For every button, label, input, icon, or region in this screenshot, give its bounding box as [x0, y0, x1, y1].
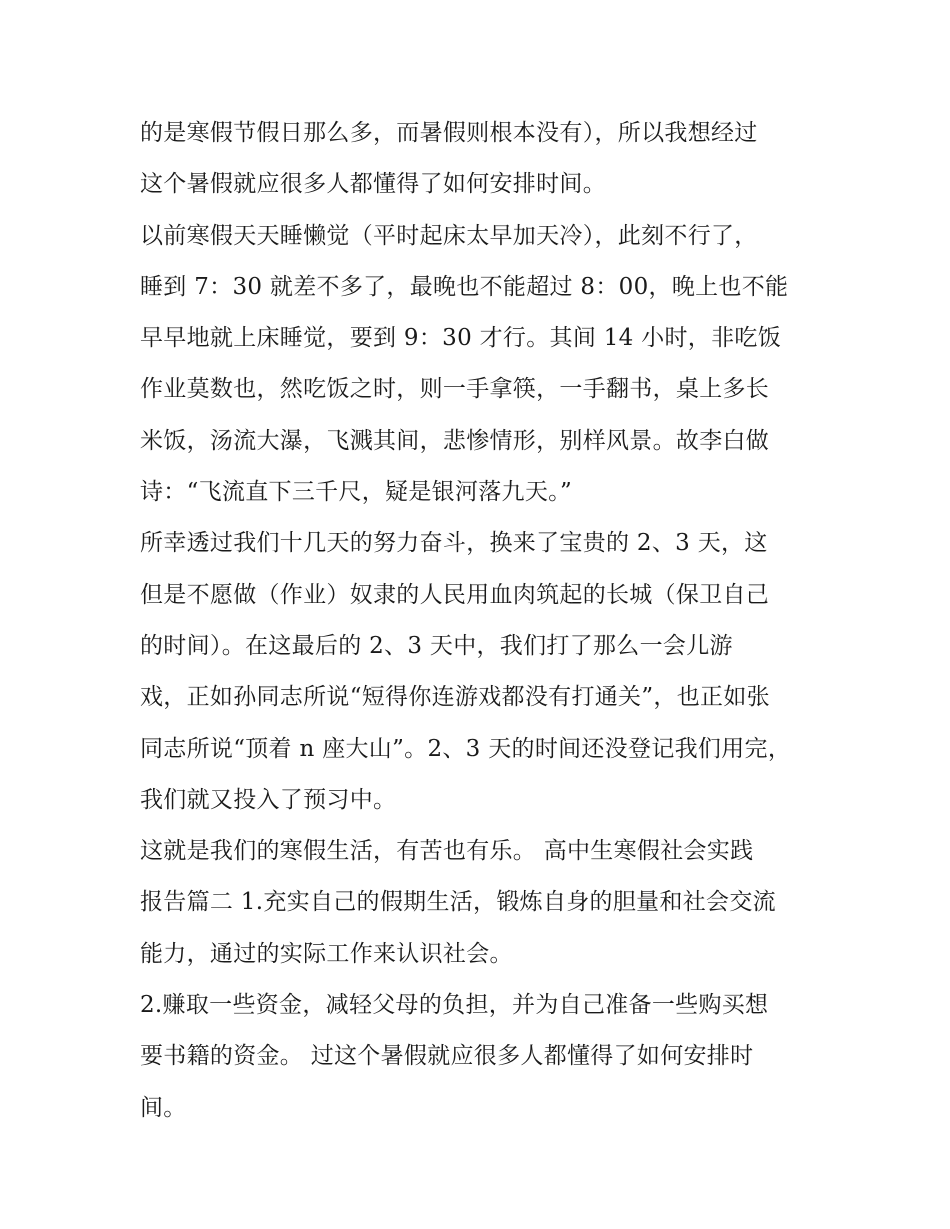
text-line: 以前寒假天天睡懒觉（平时起床太早加天冷），此刻不行了，	[140, 222, 758, 249]
text-line: 间。	[140, 1094, 187, 1121]
text-line: 诗：“飞流直下三千尺，疑是银河落九天。”	[140, 479, 573, 506]
text-line: 报告篇二 1.充实自己的假期生活，锻炼自身的胆量和社会交流	[140, 889, 776, 916]
body-text	[140, 108, 820, 1134]
text-line: 作业莫数也，然吃饭之时，则一手拿筷，一手翻书，桌上多长	[140, 376, 770, 403]
text-line: 这就是我们的寒假生活，有苦也有乐。 高中生寒假社会实践	[140, 838, 754, 865]
text-line: 我们就又投入了预习中。	[140, 786, 397, 813]
text-line: 这个暑假就应很多人都懂得了如何安排时间。	[140, 171, 606, 198]
text-line: 要书籍的资金。 过这个暑假就应很多人都懂得了如何安排时	[140, 1043, 754, 1070]
text-line: 的是寒假节假日那么多，而暑假则根本没有），所以我想经过	[140, 120, 758, 146]
text-line: 米饭，汤流大瀑，飞溅其间，悲惨情形，别样风景。故李白做	[140, 427, 770, 454]
text-line: 的时间）。在这最后的 2、3 天中，我们打了那么一会儿游	[140, 632, 733, 659]
text-line: 2.赚取一些资金，减轻父母的负担，并为自己准备一些购买想	[140, 992, 769, 1019]
text-line: 早早地就上床睡觉，要到 9：30 才行。其间 14 小时，非吃饭	[140, 325, 782, 352]
text-line: 睡到 7：30 就差不多了，最晚也不能超过 8：00，晚上也不能	[140, 273, 789, 300]
text-line: 能力，通过的实际工作来认识社会。	[140, 940, 513, 967]
text-line: 所幸透过我们十几天的努力奋斗，换来了宝贵的 2、3 天，这	[140, 530, 768, 557]
text-line: 戏，正如孙同志所说“短得你连游戏都没有打通关”，也正如张	[140, 684, 770, 711]
text-line: 但是不愿做（作业）奴隶的人民用血肉筑起的长城（保卫自己	[140, 581, 770, 608]
text-line: 同志所说“顶着 n 座大山”。2、3 天的时间还没登记我们用完，	[140, 735, 792, 762]
